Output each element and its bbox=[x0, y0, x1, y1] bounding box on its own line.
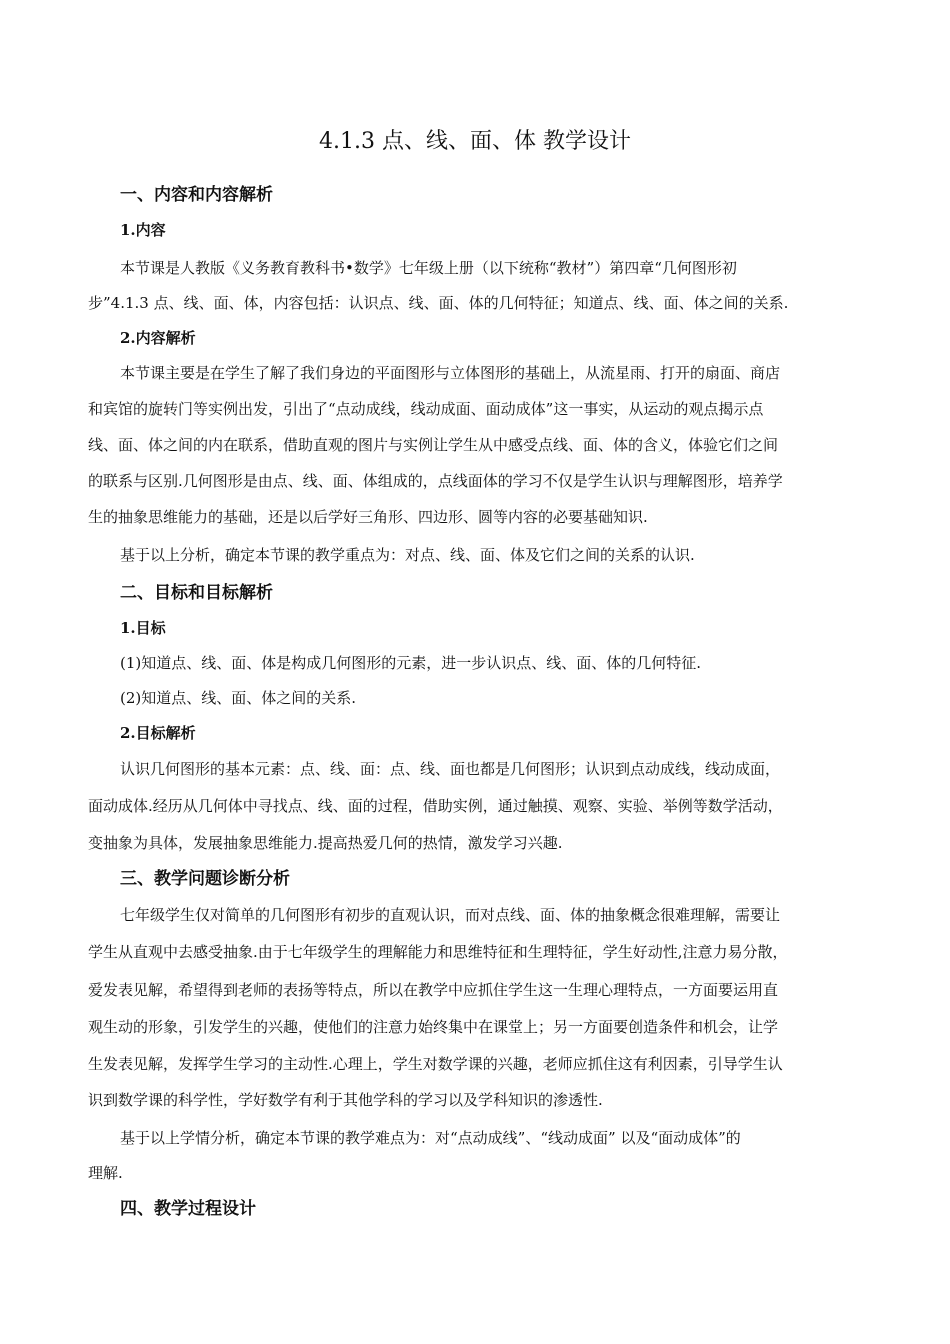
paragraph-line: 观生动的形象，引发学生的兴趣，使他们的注意力始终集中在课堂上；另一方面要创造条件和机会，让学 bbox=[88, 1018, 779, 1036]
paragraph-line: 和宾馆的旋转门等实例出发，引出了“点动成线，线动成面、面动成体”这一事实，从运动的观点揭示点 bbox=[88, 400, 764, 418]
paragraph-line: 本节课是人教版《义务教育教科书•数学》七年级上册（以下统称“教材”）第四章“几何图形初 bbox=[120, 259, 737, 277]
paragraph-line: 七年级学生仅对简单的几何图形有初步的直观认识，而对点线、面、体的抽象概念很难理解，需要让 bbox=[120, 906, 781, 924]
section-heading-4: 四、教学过程设计 bbox=[120, 1199, 256, 1219]
goal-item: (1)知道点、线、面、体是构成几何图形的元素，进一步认识点、线、面、体的几何特征. bbox=[120, 654, 702, 672]
paragraph-line: 面动成体.经历从几何体中寻找点、线、面的过程，借助实例，通过触摸、观察、实验、举例等数学活动， bbox=[88, 797, 783, 815]
section-heading-2: 二、目标和目标解析 bbox=[120, 583, 273, 603]
paragraph-line: 认识几何图形的基本元素：点、线、面：点、线、面也都是几何图形；认识到点动成线，线动成面， bbox=[120, 760, 781, 778]
section-heading-1: 一、内容和内容解析 bbox=[120, 185, 273, 205]
paragraph-line: 学生从直观中去感受抽象.由于七年级学生的理解能力和思维特征和生理特征，学生好动性,注意力易分散， bbox=[88, 943, 788, 961]
subheading-goals: 1.目标 bbox=[120, 619, 166, 637]
subheading-content: 1.内容 bbox=[120, 221, 166, 239]
paragraph-line: 步”4.1.3 点、线、面、体，内容包括：认识点、线、面、体的几何特征；知道点、线、面、体之间的关系. bbox=[88, 294, 789, 312]
paragraph-line: 的联系与区别.几何图形是由点、线、面、体组成的，点线面体的学习不仅是学生认识与理解图形，培养学 bbox=[88, 472, 783, 490]
paragraph-line: 爱发表见解，希望得到老师的表扬等特点，所以在教学中应抓住学生这一生理心理特点，一方面要运用直 bbox=[88, 981, 779, 999]
subheading-goals-analysis: 2.目标解析 bbox=[120, 724, 196, 742]
paragraph-line: 生的抽象思维能力的基础，还是以后学好三角形、四边形、圆等内容的必要基础知识. bbox=[88, 508, 648, 526]
paragraph-line: 理解. bbox=[88, 1164, 123, 1182]
paragraph-line: 识到数学课的科学性，学好数学有利于其他学科的学习以及学科知识的渗透性. bbox=[88, 1091, 603, 1109]
paragraph-line: 基于以上学情分析，确定本节课的教学难点为：对“点动成线”、“线动成面” 以及“面动成体”的 bbox=[120, 1129, 741, 1147]
document-title: 4.1.3 点、线、面、体 教学设计 bbox=[319, 129, 631, 154]
section-heading-3: 三、教学问题诊断分析 bbox=[120, 869, 290, 889]
goal-item: (2)知道点、线、面、体之间的关系. bbox=[120, 689, 357, 707]
paragraph-line: 变抽象为具体，发展抽象思维能力.提高热爱几何的热情，激发学习兴趣. bbox=[88, 834, 563, 852]
paragraph-line: 线、面、体之间的内在联系，借助直观的图片与实例让学生从中感受点线、面、体的含义，体验它们之间 bbox=[88, 436, 779, 454]
paragraph-line: 生发表见解，发挥学生学习的主动性.心理上，学生对数学课的兴趣，老师应抓住这有利因素，引导学生认 bbox=[88, 1055, 783, 1073]
paragraph-line: 本节课主要是在学生了解了我们身边的平面图形与立体图形的基础上，从流星雨、打开的扇面、商店 bbox=[120, 364, 781, 382]
subheading-content-analysis: 2.内容解析 bbox=[120, 329, 196, 347]
paragraph-line: 基于以上分析，确定本节课的教学重点为：对点、线、面、体及它们之间的关系的认识. bbox=[120, 546, 695, 564]
